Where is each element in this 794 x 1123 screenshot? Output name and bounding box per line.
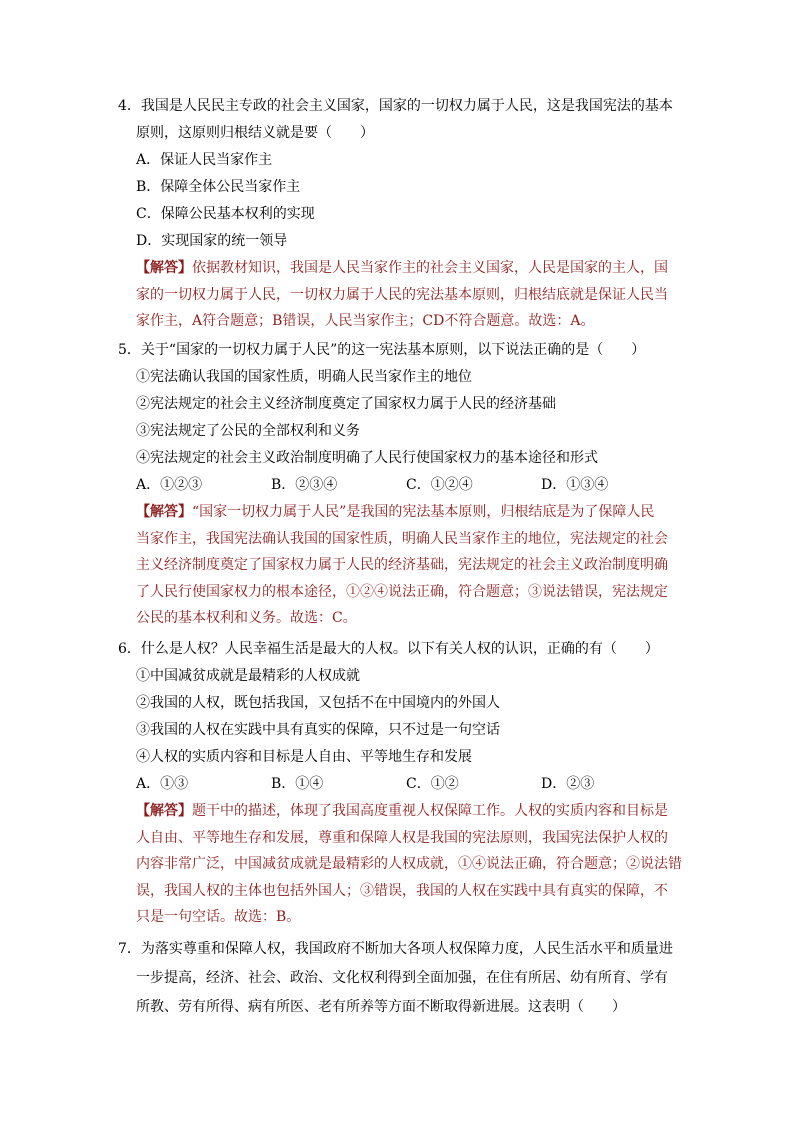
q4-option-b: B．保障全体公民当家作主 [136,179,301,195]
q6-answer-line-5: 只是一句空话。故选：B。 [136,909,301,925]
q6-item-3: ③我国的人权在实践中具有真实的保障，只不过是一句空话 [136,722,500,738]
q5-item-4: ④宪法规定的社会主义政治制度明确了人民行使国家权力的基本途径和形式 [136,450,598,466]
q6-answer [118,798,682,931]
q7-stem-line-1: 7．为落实尊重和保障人权，我国政府不断加大各项人权保障力度，人民生活水平和质量进 [118,941,673,957]
q5-option-c: C．①②④ [406,477,473,493]
q6-answer-tag: 【解答】 [136,803,192,819]
q4-answer-tag: 【解答】 [136,260,192,276]
q6-option-a: A．①③ [136,776,189,792]
q5-option-d: D．①③④ [541,477,609,493]
q6-answer-line-2: 人自由、平等地生存和发展，尊重和保障人权是我国的宪法原则，我国宪法保护人权的 [136,829,668,846]
q5-answer-line-1: “国家一切权力属于人民”是我国的宪法基本原则，归根结底是为了保障人民 [192,504,655,520]
q5-answer-line-5: 公民的基本权利和义务。故选：C。 [136,610,357,626]
q5-item-1: ①宪法确认我国的国家性质，明确人民当家作主的地位 [136,369,472,385]
q6-options [118,771,678,798]
q5-answer-line-2: 当家作主，我国宪法确认我国的国家性质，明确人民当家作主的地位，宪法规定的社会 [136,530,668,547]
q5-item-3: ③宪法规定了公民的全部权利和义务 [136,423,360,439]
q6-option-d: D．②③ [541,776,595,792]
q4-option-c: C．保障公民基本权利的实现 [136,206,315,222]
q6-item-4: ④人权的实质内容和目标是人自由、平等地生存和发展 [136,749,472,765]
question-7 [118,935,678,1022]
q6-answer-line-1: 题干中的描述，体现了我国高度重视人权保障工作。人权的实质内容和目标是 [192,803,668,819]
q5-option-b: B．②③④ [271,477,338,493]
q6-stem-line-1: 6．什么是人权？人民幸福生活是最大的人权。以下有关人权的认识，正确的有（ ） [118,641,659,657]
q4-answer-line-1: 依据教材知识，我国是人民当家作主的社会主义国家，人民是国家的主人，国 [192,260,668,276]
q7-stem-line-2: 一步提高，经济、社会、政治、文化权利得到全面加强，在住有所居、幼有所育、学有 [136,970,668,986]
q4-answer [118,255,678,335]
question-4 [118,93,678,335]
q4-option-a: A．保证人民当家作主 [136,152,273,168]
q6-answer-line-3: 内容非常广泛，中国减贫成就是最精彩的人权成就，①④说法正确，符合题意；②说法错 [136,856,682,872]
q5-options [118,472,678,499]
q7-stem-line-3: 所教、劳有所得、病有所医、老有所养等方面不断取得新进展。这表明（ ） [136,999,626,1015]
q4-option-d: D．实现国家的统一领导 [136,233,288,249]
q4-answer-line-3: 家作主，A符合题意；B错误，人民当家作主；CD不符合题意。故选：A。 [136,313,595,329]
q5-answer [118,499,678,632]
q6-answer-line-4: 误，我国人权的主体也包括外国人；③错误，我国的人权在实践中具有真实的保障，不 [136,882,668,899]
q4-stem-line-2: 原则，这原则归根结义就是要（ ） [136,125,374,141]
q5-answer-line-4: 了人民行使国家权力的根本途径，①②④说法正确，符合题意；③说法错误，宪法规定 [136,583,668,600]
q5-option-a: A．①②③ [136,477,203,493]
question-6 [118,636,682,931]
q5-stem-line-1: 5．关于“国家的一切权力属于人民”的这一宪法基本原则，以下说法正确的是（ ） [118,342,646,358]
q5-item-2: ②宪法规定的社会主义经济制度奠定了国家权力属于人民的经济基础 [136,396,556,412]
q4-answer-line-2: 家的一切权力属于人民，一切权力属于人民的宪法基本原则，归根结底就是保证人民当 [136,286,668,303]
q6-option-c: C．①② [406,776,459,792]
q4-stem-line-1: 4．我国是人民民主专政的社会主义国家，国家的一切权力属于人民，这是我国宪法的基本 [118,98,673,114]
q6-item-1: ①中国减贫成就是最精彩的人权成就 [136,668,360,684]
q6-item-2: ②我国的人权，既包括我国，又包括不在中国境内的外国人 [136,695,500,711]
question-5 [118,337,678,632]
q5-answer-tag: 【解答】 [136,504,192,520]
q5-answer-line-3: 主义经济制度奠定了国家权力属于人民的经济基础，宪法规定的社会主义政治制度明确 [136,557,668,573]
q6-option-b: B．①④ [271,776,324,792]
